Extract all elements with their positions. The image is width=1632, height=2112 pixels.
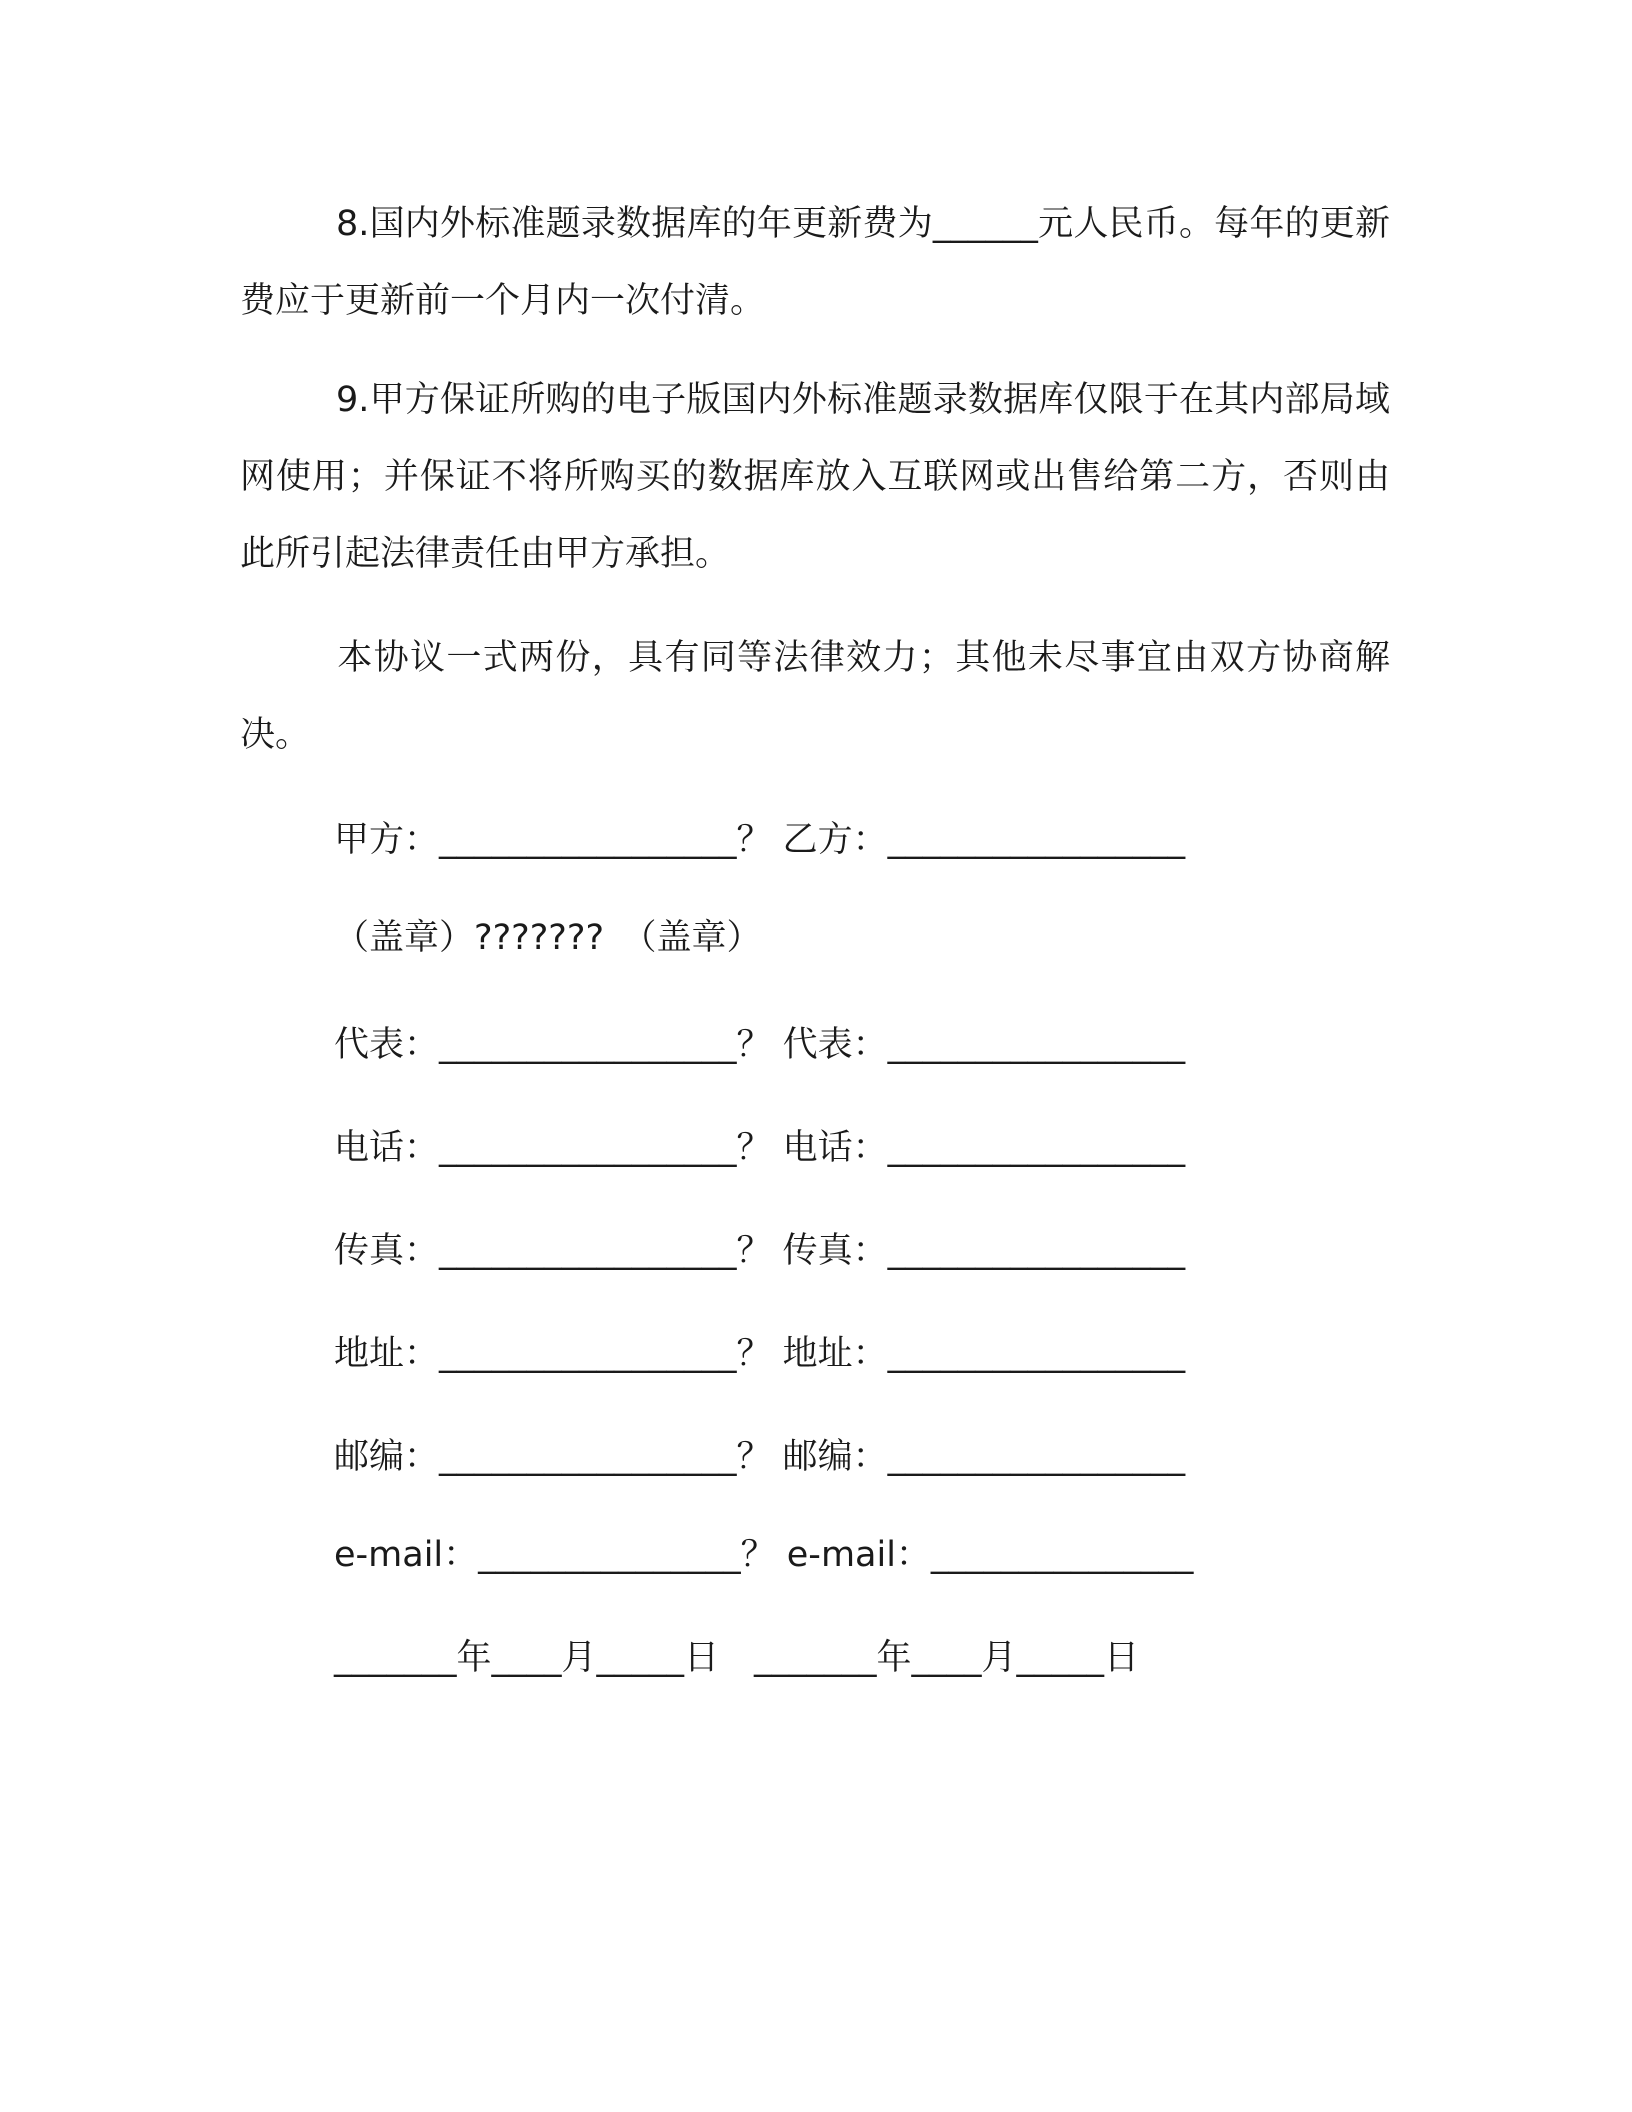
representative-row: 代表：_________________？ 代表：_________________ xyxy=(334,1025,1186,1065)
clause-9-paragraph xyxy=(240,362,1390,593)
clause-8-paragraph xyxy=(240,186,1390,340)
email-row: e-mail：_______________？ e-mail：_______________ xyxy=(334,1535,1194,1575)
date-row: _______年____月_____日 _______年____月_____日 xyxy=(334,1638,1140,1678)
closing-text: 本协议一式两份，具有同等法律效力；其他未尽事宜由双方协商解决。 xyxy=(240,638,1390,755)
postcode-row: 邮编：_________________？ 邮编：_________________ xyxy=(334,1437,1186,1477)
closing-paragraph xyxy=(240,620,1390,774)
phone-row: 电话：_________________？ 电话：_________________ xyxy=(334,1128,1186,1168)
address-row: 地址：_________________？ 地址：_________________ xyxy=(334,1334,1186,1374)
clause-8-text: 8.国内外标准题录数据库的年更新费为______元人民币。每年的更新费应于更新前一个月内一次付清。 xyxy=(240,204,1390,321)
party-row: 甲方：_________________？ 乙方：_________________ xyxy=(334,820,1186,860)
clause-9-text: 9.甲方保证所购的电子版国内外标准题录数据库仅限于在其内部局域网使用；并保证不将所购买的数据库放入互联网或出售给第二方，否则由此所引起法律责任由甲方承担。 xyxy=(240,380,1390,574)
seal-row: （盖章）??????? （盖章） xyxy=(334,918,762,958)
fax-row: 传真：_________________？ 传真：_________________ xyxy=(334,1231,1186,1271)
